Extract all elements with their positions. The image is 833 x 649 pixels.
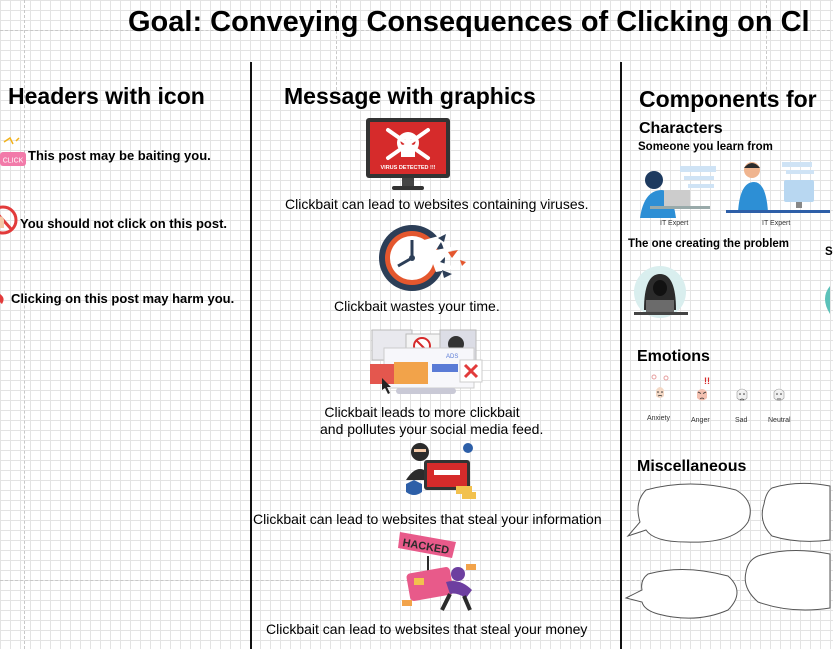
no-click-icon xyxy=(0,204,18,236)
learn-from-label: Someone you learn from xyxy=(638,141,773,153)
it-expert-woman-illustration xyxy=(630,160,720,220)
click-icon xyxy=(0,138,26,170)
speech-bubble-1 xyxy=(624,482,756,548)
hacked-sign-text: HACKED xyxy=(401,536,451,557)
problem-creator-label: The one creating the problem xyxy=(628,238,790,250)
headers-column-heading: Headers with icon xyxy=(8,83,205,109)
caption-viruses: Clickbait can lead to websites containing viruses. xyxy=(285,196,589,212)
header-item-harm: Clicking on this post may harm you. xyxy=(11,291,235,306)
hacker-illustration xyxy=(630,262,692,318)
it-expert-2-label: IT Expert xyxy=(762,220,791,227)
caption-more-clickbait-line1: Clickbait leads to more clickbait xyxy=(324,404,520,420)
cut-off-label: S xyxy=(825,246,833,258)
teal-figure-partial xyxy=(822,286,830,316)
emotions-heading: Emotions xyxy=(637,348,710,365)
emotion-sad-face xyxy=(733,384,751,410)
emotion-neutral-label: Neutral xyxy=(768,417,791,424)
ads-label: ADS xyxy=(446,354,459,360)
speech-bubble-2 xyxy=(758,482,830,548)
messages-column-heading: Message with graphics xyxy=(284,83,536,109)
it-expert-man-illustration xyxy=(726,158,830,220)
emotion-sad-label: Sad xyxy=(735,417,748,424)
emotion-anger-face xyxy=(692,376,712,410)
caption-time: Clickbait wastes your time. xyxy=(334,298,500,314)
emotion-neutral-face xyxy=(770,384,788,410)
characters-heading: Characters xyxy=(639,120,723,137)
header-item-do-not-click: You should not click on this post. xyxy=(20,216,228,231)
speech-bubble-3 xyxy=(624,566,744,622)
emotion-anxiety-face xyxy=(650,374,670,410)
virus-monitor-graphic xyxy=(366,118,450,192)
svg-text:!!: !! xyxy=(704,376,710,386)
emotion-anxiety-label: Anxiety xyxy=(647,415,670,422)
speech-bubble-4 xyxy=(742,548,830,614)
caption-steal-money: Clickbait can lead to websites that steal your money xyxy=(266,621,588,637)
broken-clock-graphic xyxy=(378,224,468,294)
column-divider xyxy=(250,62,252,649)
page-title: Goal: Conveying Consequences of Clicking on Cl xyxy=(128,6,810,38)
emotion-anger-label: Anger xyxy=(691,417,710,424)
caption-more-clickbait-line2: and pollutes your social media feed. xyxy=(320,421,544,437)
miscellaneous-heading: Miscellaneous xyxy=(637,458,747,475)
caption-more-clickbait xyxy=(320,404,544,438)
click-icon-text: CLICK xyxy=(2,157,24,165)
column-divider xyxy=(620,62,622,649)
components-column-heading: Components for xyxy=(639,86,817,112)
info-theft-graphic xyxy=(402,440,482,502)
virus-screen-text: VIRUS DETECTED !!! xyxy=(380,165,436,171)
harm-icon xyxy=(0,292,8,306)
money-theft-graphic xyxy=(398,530,482,616)
clickbait-ads-graphic xyxy=(366,328,488,398)
caption-steal-info: Clickbait can lead to websites that steal your information xyxy=(253,511,602,527)
it-expert-1-label: IT Expert xyxy=(660,220,689,227)
header-item-baiting: This post may be baiting you. xyxy=(28,148,211,163)
